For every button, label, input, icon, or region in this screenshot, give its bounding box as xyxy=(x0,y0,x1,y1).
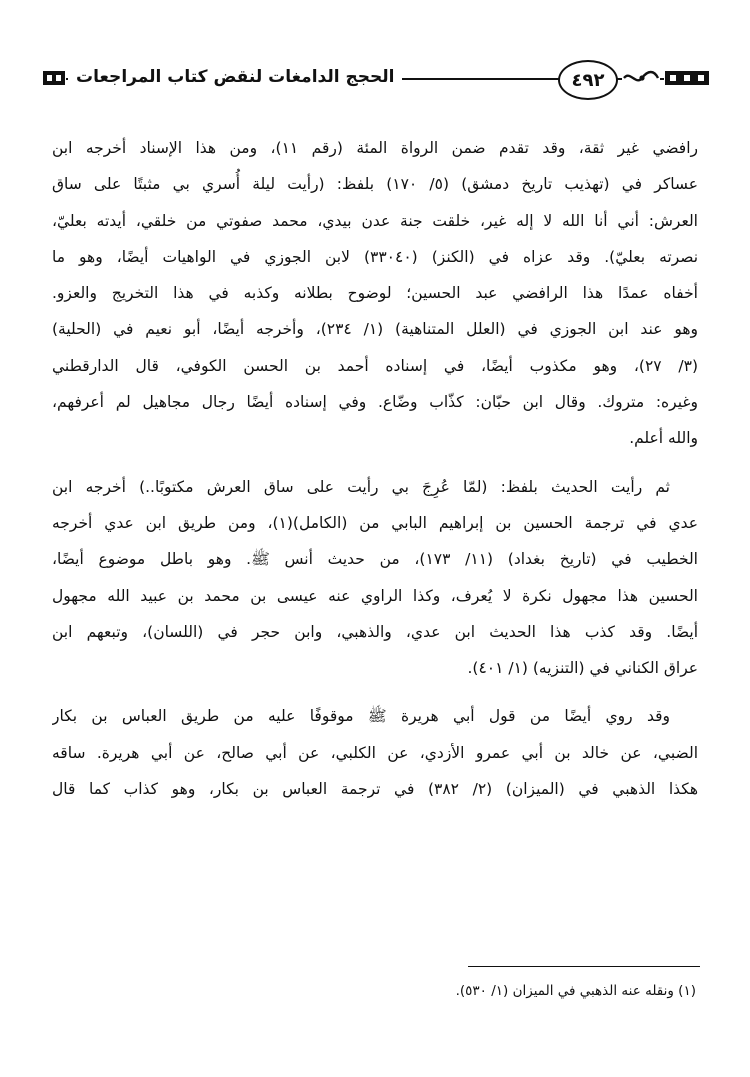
text-line: وغيره: متروك. وقال ابن حبّان: كذّاب وضّاع. وفي إسناده أيضًا رجال مجاهيل لم أعرفهم، xyxy=(52,393,698,412)
paragraph-1 xyxy=(52,130,698,457)
page-number xyxy=(558,60,618,100)
page-header xyxy=(42,58,710,102)
footnote-separator xyxy=(468,966,700,967)
running-title: الحجج الدامغات لنقض كتاب المراجعات xyxy=(68,62,402,92)
text-line: رافضي غير ثقة، وقد تقدم ضمن الرواة المئة (رقم ١١)، ومن هذا الإسناد أخرجه ابن xyxy=(52,139,698,157)
text-line: (٣/ ٢٧)، وهو مكذوب أيضًا، في إسناده أحمد بن الحسن الكوفي، قال الدارقطني xyxy=(52,356,698,375)
text-line: الحسين هذا مجهول نكرة لا يُعرف، وكذا الراوي عنه عيسى بن محمد بن عبيد الله مجهول xyxy=(52,586,698,605)
text-line: عراق الكناني في (التنزيه) (١/ ٤٠١). xyxy=(467,659,698,678)
paragraph-3 xyxy=(52,698,698,807)
text-line: الضبي، عن خالد بن أبي عمرو الأزدي، عن الكلبي، عن أبي صالح، عن أبي هريرة. ساقه xyxy=(52,743,698,762)
text-line: عساكر في (تهذيب تاريخ دمشق) (٥/ ١٧٠) بلفظ: (رأيت ليلة أُسري بي مثبتًا على ساق xyxy=(52,175,698,194)
text-line: العرش: أني أنا الله لا إله غير، خلقت جنة عدن بيدي، محمد صفوتي من خلقي، أيدته بعليّ، xyxy=(52,211,698,230)
paragraph-2 xyxy=(52,469,698,687)
text-line: وقد روي أيضًا من قول أبي هريرة ﷺ موقوفًا عليه من طريق العباس بن بكار xyxy=(52,707,670,726)
text-line: عدي في ترجمة الحسين بن إبراهيم البابي من (الكامل)(١)، ومن طريق ابن عدي أخرجه xyxy=(52,513,698,532)
text-line: نصرته بعليّ). وقد عزاه في (الكنز) (٣٣٠٤٠) لابن الجوزي في الواهيات أيضًا، وهو ما xyxy=(52,247,698,266)
text-line: والله أعلم. xyxy=(629,429,698,448)
text-line: هكذا الذهبي في (الميزان) (٢/ ٣٨٢) في ترجمة العباس بن بكار، وهو كذاب كما قال xyxy=(52,780,698,799)
header-ornament-left xyxy=(42,68,66,88)
text-line: أيضًا. وقد كذب هذا الحديث ابن عدي، والذهبي، وابن حجر في (اللسان)، وتبعهم ابن xyxy=(52,622,698,641)
footnote: (١) ونقله عنه الذهبي في الميزان (١/ ٥٣٠). xyxy=(455,983,696,999)
header-ornament-right xyxy=(664,68,710,88)
header-ornament-flourish xyxy=(622,70,660,86)
text-line: وهو عند ابن الجوزي في (العلل المتناهية) (١/ ٢٣٤)، وأخرجه أيضًا، أبو نعيم في (الحلية) xyxy=(52,320,698,339)
page-number-text: ٤٩٢ xyxy=(571,69,605,91)
text-line: أخفاه عمدًا هذا الرافضي عبد الحسين؛ لوضوح بطلانه وكذبه في هذا التخريج والعزو. xyxy=(52,284,698,303)
body-text xyxy=(52,130,698,807)
text-line: الخطيب في (تاريخ بغداد) (١١/ ١٧٣)، من حديث أنس ﷺ. وهو باطل موضوع أيضًا، xyxy=(52,550,698,569)
text-line: ثم رأيت الحديث بلفظ: (لمّا عُرِجَ بي رأيت على ساق العرش مكتوبًا..) أخرجه ابن xyxy=(52,477,670,496)
